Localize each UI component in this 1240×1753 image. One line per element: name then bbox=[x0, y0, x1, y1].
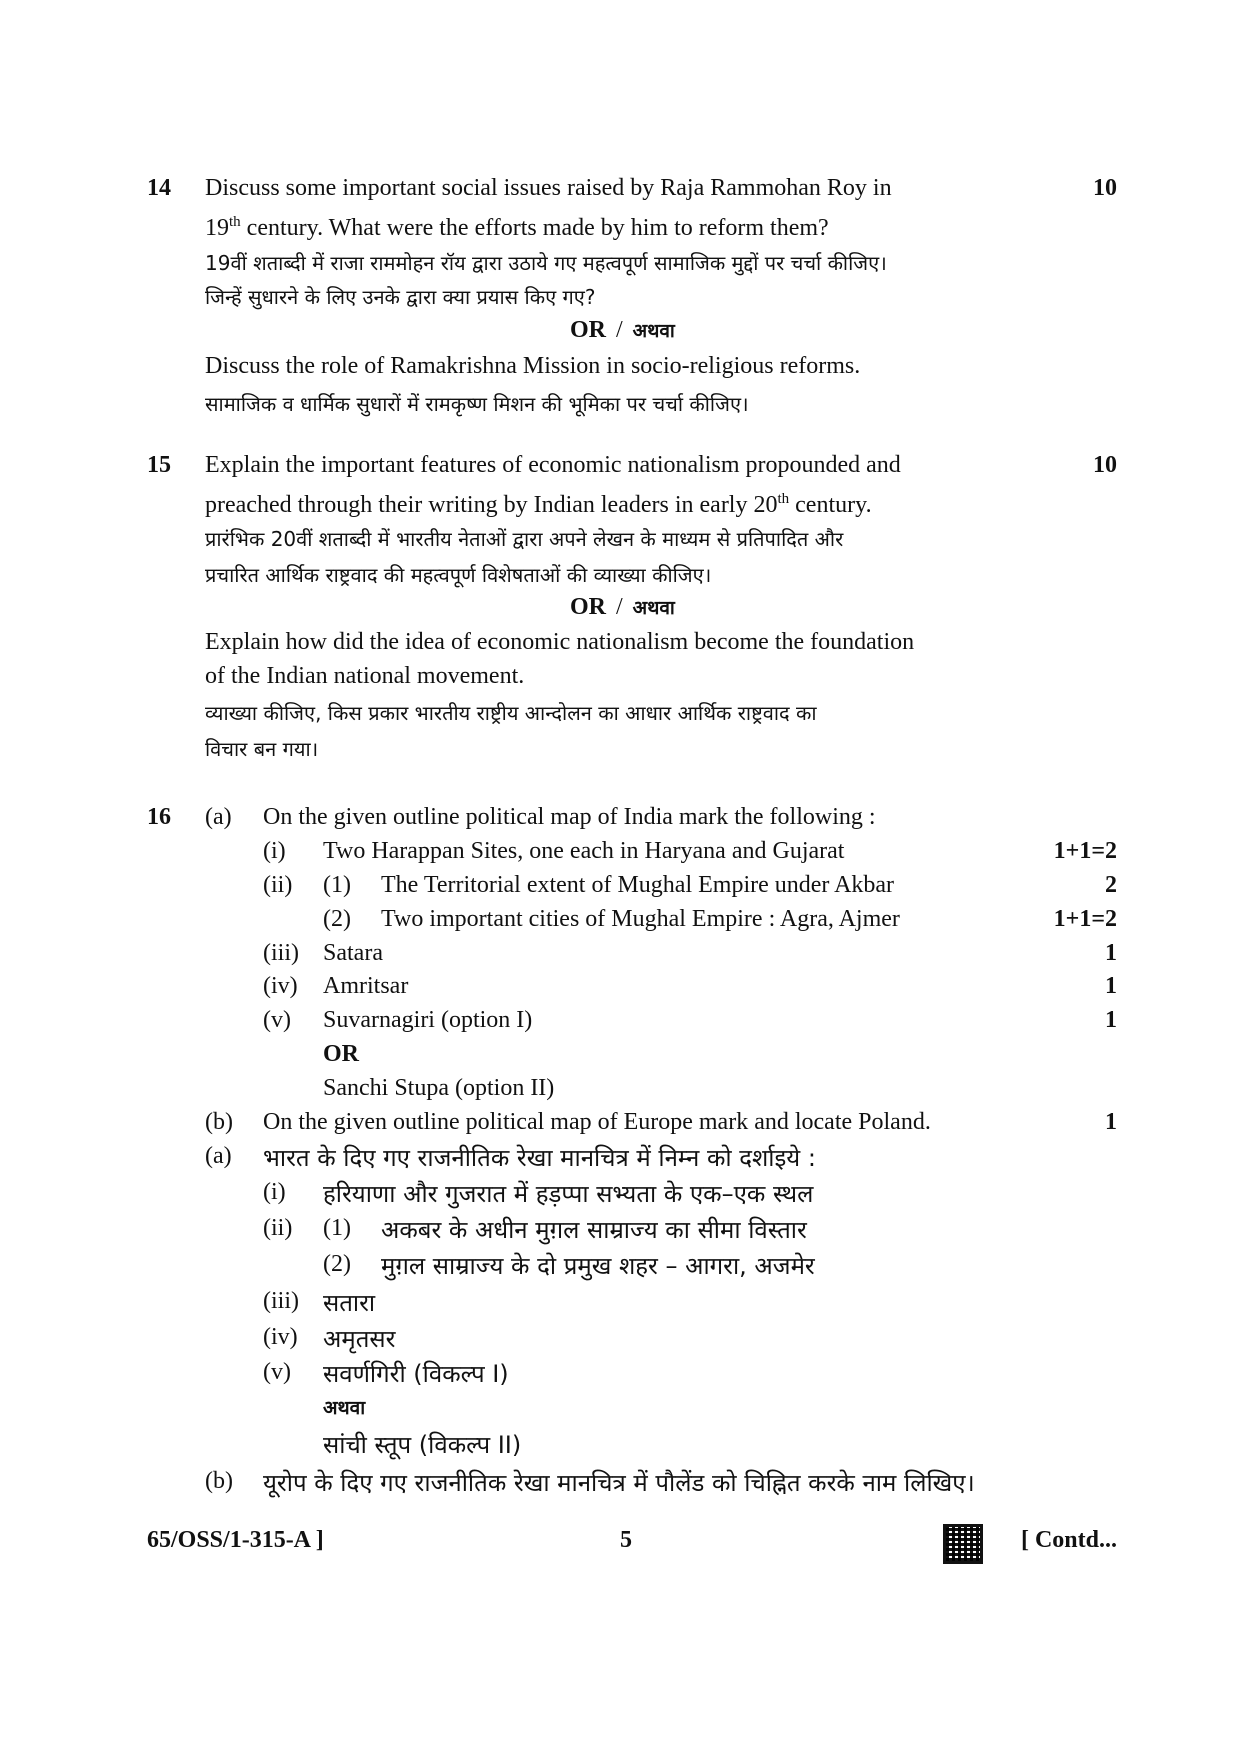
question-15-or-separator: OR / अथवा bbox=[570, 594, 675, 620]
question-14-text-line1: Discuss some important social issues raised by Raja Rammohan Roy in bbox=[205, 175, 892, 201]
q16-hindi-b-label: (b) bbox=[205, 1468, 233, 1494]
q16-iii-text: Satara bbox=[323, 940, 383, 966]
paper-code: 65/OSS/1-315-A ] bbox=[147, 1527, 324, 1553]
q16-v-alt: Sanchi Stupa (option II) bbox=[323, 1075, 555, 1101]
page-number: 5 bbox=[620, 1527, 632, 1553]
q16-a-text: On the given outline political map of India mark the following : bbox=[263, 804, 876, 830]
question-15-alt-text-line1: Explain how did the idea of economic nationalism become the foundation bbox=[205, 629, 915, 655]
question-14-hindi-line1: 19वीं शताब्दी में राजा राममोहन रॉय द्वारा उठाये गए महत्वपूर्ण सामाजिक मुद्दों पर चर्चा कीजिए। bbox=[205, 251, 887, 275]
question-15-alt-hindi-line2: विचार बन गया। bbox=[205, 737, 319, 761]
q16-hindi-i-label: (i) bbox=[263, 1179, 286, 1205]
q16-b-text: On the given outline political map of Europe mark and locate Poland. bbox=[263, 1109, 931, 1135]
question-15-hindi-line1: प्रारंभिक 20वीं शताब्दी में भारतीय नेताओं द्वारा अपने लेखन के माध्यम से प्रतिपादित और bbox=[205, 527, 844, 551]
question-14-alt-hindi: सामाजिक व धार्मिक सुधारों में रामकृष्ण मिशन की भूमिका पर चर्चा कीजिए। bbox=[205, 392, 749, 416]
q16-hindi-ii1-text: अकबर के अधीन मुग़ल साम्राज्य का सीमा विस्तार bbox=[381, 1216, 807, 1244]
q16-i-label: (i) bbox=[263, 838, 286, 864]
q16-hindi-iii-text: सतारा bbox=[323, 1289, 376, 1317]
q16-ii2-marks: 1+1=2 bbox=[1053, 906, 1117, 932]
q16-hindi-b-text: यूरोप के दिए गए राजनीतिक रेखा मानचित्र में पौलेंड को चिह्नित करके नाम लिखिए। bbox=[263, 1469, 975, 1497]
q16-a-label: (a) bbox=[205, 804, 232, 830]
q16-ii2-text: Two important cities of Mughal Empire : Agra, Ajmer bbox=[381, 906, 900, 932]
question-14-or-separator: OR / अथवा bbox=[570, 317, 675, 343]
question-14-hindi-line2: जिन्हें सुधारने के लिए उनके द्वारा क्या प्रयास किए गए? bbox=[205, 285, 596, 309]
q16-v-or: OR bbox=[323, 1041, 359, 1067]
question-14-number: 14 bbox=[147, 175, 171, 201]
question-14-marks: 10 bbox=[1093, 175, 1117, 201]
question-15-number: 15 bbox=[147, 452, 171, 478]
q16-hindi-v-text: सवर्णगिरी (विकल्प I) bbox=[323, 1360, 509, 1388]
q16-hindi-v-label: (v) bbox=[263, 1359, 291, 1385]
q16-b-marks: 1 bbox=[1105, 1109, 1117, 1135]
q16-v-text: Suvarnagiri (option I) bbox=[323, 1007, 533, 1033]
q16-hindi-iv-text: अमृतसर bbox=[323, 1325, 396, 1353]
question-15-alt-text-line2: of the Indian national movement. bbox=[205, 663, 525, 689]
question-15-hindi-line2: प्रचारित आर्थिक राष्ट्रवाद की महत्वपूर्ण विशेषताओं की व्याख्या कीजिए। bbox=[205, 563, 712, 587]
q16-hindi-or: अथवा bbox=[323, 1397, 366, 1419]
q16-ii1-marks: 2 bbox=[1105, 872, 1117, 898]
q16-v-label: (v) bbox=[263, 1007, 291, 1033]
q16-hindi-ii2-text: मुग़ल साम्राज्य के दो प्रमुख शहर – आगरा, अजमेर bbox=[381, 1252, 815, 1280]
q16-iii-label: (iii) bbox=[263, 940, 299, 966]
q16-ii1-text: The Territorial extent of Mughal Empire under Akbar bbox=[381, 872, 895, 898]
q16-hindi-a-label: (a) bbox=[205, 1143, 232, 1169]
q16-iv-text: Amritsar bbox=[323, 973, 409, 999]
q16-ii2-label: (2) bbox=[323, 906, 351, 932]
q16-hindi-ii-label: (ii) bbox=[263, 1215, 293, 1241]
q16-i-text: Two Harappan Sites, one each in Haryana and Gujarat bbox=[323, 838, 845, 864]
q16-iv-marks: 1 bbox=[1105, 973, 1117, 999]
question-15-text-line1: Explain the important features of economic nationalism propounded and bbox=[205, 452, 901, 478]
q16-hindi-v-alt: सांची स्तूप (विकल्प II) bbox=[323, 1431, 522, 1459]
question-15-alt-hindi-line1: व्याख्या कीजिए, किस प्रकार भारतीय राष्ट्रीय आन्दोलन का आधार आर्थिक राष्ट्रवाद का bbox=[205, 701, 817, 725]
q16-ii-label: (ii) bbox=[263, 872, 293, 898]
q16-iii-marks: 1 bbox=[1105, 940, 1117, 966]
q16-hindi-ii1-label: (1) bbox=[323, 1215, 351, 1241]
question-14-alt-text: Discuss the role of Ramakrishna Mission in socio-religious reforms. bbox=[205, 353, 861, 379]
question-14-text-line2: 19th century. What were the efforts made by him to reform them? bbox=[205, 214, 829, 241]
question-16-number: 16 bbox=[147, 804, 171, 830]
q16-hindi-iii-label: (iii) bbox=[263, 1288, 299, 1314]
qr-code-icon bbox=[943, 1524, 983, 1564]
q16-hindi-iv-label: (iv) bbox=[263, 1324, 298, 1350]
q16-iv-label: (iv) bbox=[263, 973, 298, 999]
q16-ii1-label: (1) bbox=[323, 872, 351, 898]
q16-b-label: (b) bbox=[205, 1109, 233, 1135]
q16-i-marks: 1+1=2 bbox=[1053, 838, 1117, 864]
q16-hindi-a-text: भारत के दिए गए राजनीतिक रेखा मानचित्र में निम्न को दर्शाइये : bbox=[263, 1144, 816, 1172]
q16-v-marks: 1 bbox=[1105, 1007, 1117, 1033]
q16-hindi-ii2-label: (2) bbox=[323, 1251, 351, 1277]
q16-hindi-i-text: हरियाणा और गुजरात में हड़प्पा सभ्यता के एक–एक स्थल bbox=[323, 1180, 814, 1208]
continued-label: [ Contd... bbox=[1020, 1527, 1117, 1553]
question-15-marks: 10 bbox=[1093, 452, 1117, 478]
question-15-text-line2: preached through their writing by Indian leaders in early 20th century. bbox=[205, 491, 872, 518]
